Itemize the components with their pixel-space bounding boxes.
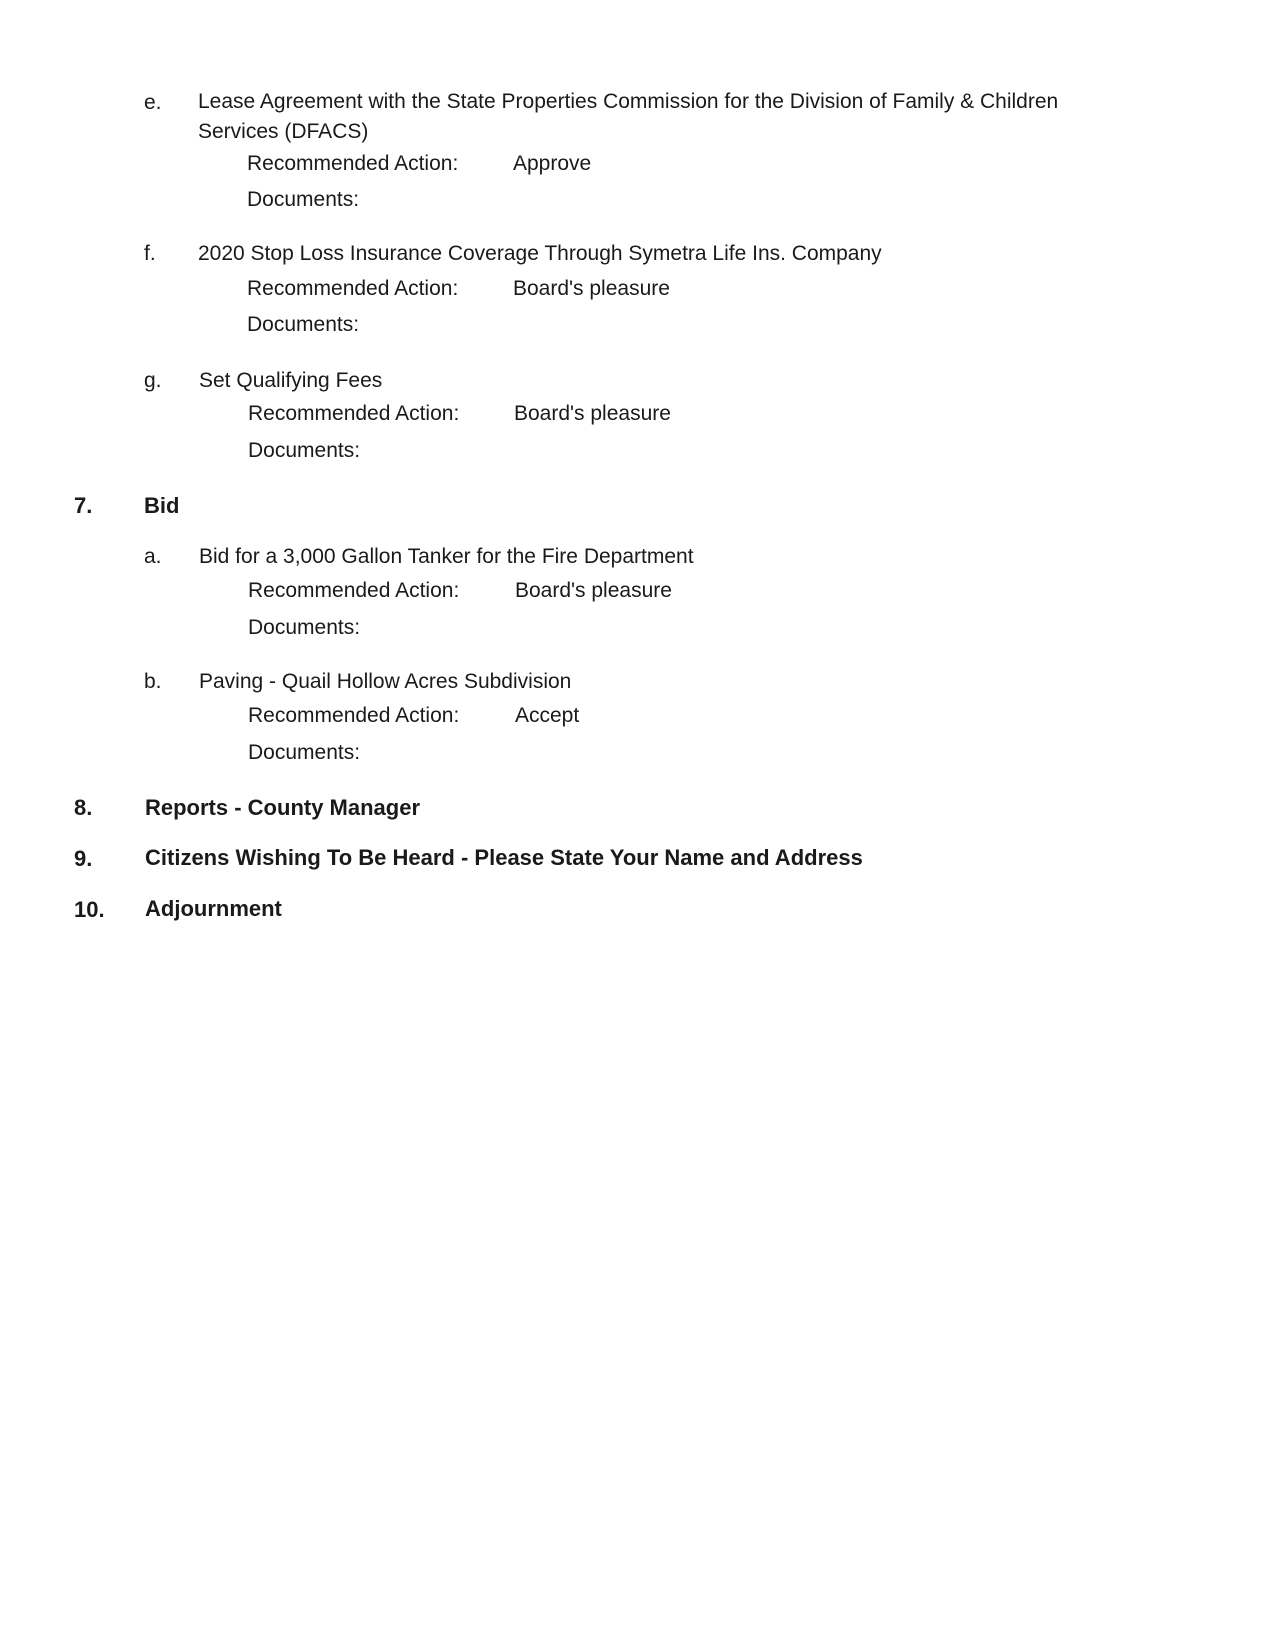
- section-title: Bid: [144, 493, 180, 518]
- recommended-action-label: Recommended Action:: [248, 579, 460, 602]
- recommended-action-value: Accept: [515, 704, 580, 727]
- item-letter: b.: [144, 670, 162, 693]
- recommended-action-label: Recommended Action:: [248, 402, 460, 425]
- recommended-action-value: Approve: [513, 152, 592, 175]
- item-letter: g.: [144, 369, 162, 392]
- recommended-action-label: Recommended Action:: [247, 152, 459, 175]
- recommended-action-value: Board's pleasure: [514, 402, 671, 425]
- item-title: 2020 Stop Loss Insurance Coverage Through Symetra Life Ins. Company: [198, 242, 882, 265]
- section-title: Citizens Wishing To Be Heard - Please State Your Name and Address: [145, 845, 863, 870]
- item-letter: e.: [144, 91, 162, 114]
- recommended-action-label: Recommended Action:: [247, 277, 459, 300]
- section-title: Reports - County Manager: [145, 795, 421, 820]
- item-title: Set Qualifying Fees: [199, 369, 383, 392]
- item-title-continued: Services (DFACS): [198, 120, 369, 143]
- section-number: 10.: [74, 897, 105, 922]
- recommended-action-label: Recommended Action:: [248, 704, 460, 727]
- documents-label: Documents:: [248, 616, 361, 639]
- item-letter: f.: [144, 242, 156, 265]
- section-number: 7.: [74, 493, 93, 518]
- item-title: Paving - Quail Hollow Acres Subdivision: [199, 670, 572, 693]
- recommended-action-value: Board's pleasure: [513, 277, 670, 300]
- section-number: 8.: [74, 795, 93, 820]
- section-title: Adjournment: [145, 896, 282, 921]
- documents-label: Documents:: [248, 439, 361, 462]
- recommended-action-value: Board's pleasure: [515, 579, 672, 602]
- item-title: Lease Agreement with the State Properties Commission for the Division of Family & Children: [198, 90, 1059, 113]
- item-letter: a.: [144, 545, 162, 568]
- documents-label: Documents:: [247, 313, 360, 336]
- item-title: Bid for a 3,000 Gallon Tanker for the Fire Department: [199, 545, 694, 568]
- documents-label: Documents:: [248, 741, 361, 764]
- documents-label: Documents:: [247, 188, 360, 211]
- section-number: 9.: [74, 846, 93, 871]
